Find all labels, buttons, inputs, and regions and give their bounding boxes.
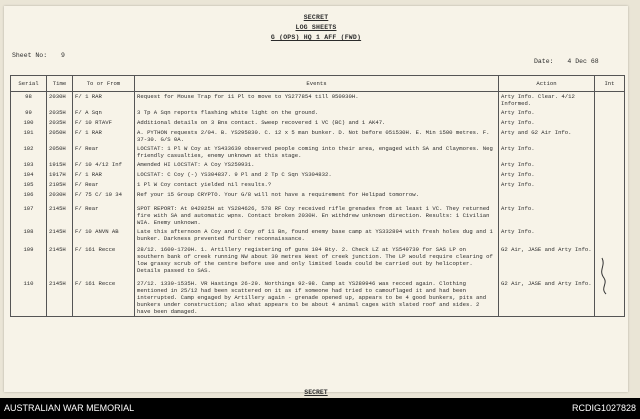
row-time: 2050H <box>47 144 73 160</box>
row-int <box>595 118 625 128</box>
classification-footer: SECRET <box>304 389 328 396</box>
row-action: Arty Info. <box>499 160 595 170</box>
row-events: Additional details on 3 Bns contact. Sweep recovered 1 VC (BC) and 1 AK47. <box>135 118 499 128</box>
row-to-or-from: F/ 10 4/12 Inf <box>73 160 135 170</box>
row-events: A. PYTHON requests 2/04. B. YS295830. C. 12 x 5 man bunker. D. Not before 051530H. E. Min 1500 metres. F. 37-30. G/S 0A. <box>135 128 499 144</box>
row-serial: 110 <box>11 279 47 317</box>
row-int <box>595 190 625 204</box>
log-table <box>10 75 625 317</box>
row-serial: 106 <box>11 190 47 204</box>
row-to-or-from: F/ 161 Recce <box>73 245 135 279</box>
table-row <box>11 118 625 128</box>
table-row <box>11 180 625 190</box>
table-row <box>11 144 625 160</box>
table-row <box>11 227 625 245</box>
log-sheets-title: LOG SHEETS <box>295 24 337 31</box>
row-time: 2145H <box>47 227 73 245</box>
row-serial: 101 <box>11 128 47 144</box>
row-to-or-from: F/ Rear <box>73 180 135 190</box>
archive-footer-bar <box>0 398 640 419</box>
table-row <box>11 279 625 317</box>
row-time: 2145H <box>47 279 73 317</box>
row-events: Late this afternoon A Coy and C Coy of 11 Bn, found enemy base camp at YS332894 with fresh holes dug and 1 bunker. Darkness prevented further reconnaissance. <box>135 227 499 245</box>
row-int <box>595 180 625 190</box>
row-int <box>595 128 625 144</box>
row-action: Arty Info. <box>499 170 595 180</box>
row-events: Amended HI LOCSTAT: A Coy YS259931. <box>135 160 499 170</box>
row-to-or-from: F/ 1 RAR <box>73 92 135 109</box>
row-events: 1 Pl W Coy contact yielded nil results.? <box>135 180 499 190</box>
table-row <box>11 190 625 204</box>
row-time: 2035H <box>47 108 73 118</box>
sheet-date <box>534 58 599 65</box>
row-to-or-from: F/ 10 ANVN AB <box>73 227 135 245</box>
handwritten-mark <box>592 256 618 296</box>
row-action: Arty Info. <box>499 204 595 227</box>
archive-institution: AUSTRALIAN WAR MEMORIAL <box>4 403 135 413</box>
column-header-to-or-from: To or From <box>73 76 135 92</box>
row-int <box>595 160 625 170</box>
row-serial: 105 <box>11 180 47 190</box>
row-time: 1917H <box>47 170 73 180</box>
table-row <box>11 128 625 144</box>
row-serial: 100 <box>11 118 47 128</box>
log-sheet-page <box>4 6 628 396</box>
row-to-or-from: F/ Rear <box>73 144 135 160</box>
row-events: LOCSTAT: C Coy (-) YS304837. 9 Pl and 2 Tp C Sqn YS304832. <box>135 170 499 180</box>
row-time: 2050H <box>47 128 73 144</box>
row-events: 3 Tp A Sqn reports flashing white light on the ground. <box>135 108 499 118</box>
row-serial: 99 <box>11 108 47 118</box>
row-int <box>595 144 625 160</box>
row-action: G2 Air, JASE and Arty Info. <box>499 245 595 279</box>
table-row <box>11 170 625 180</box>
column-header-time: Time <box>47 76 73 92</box>
row-action: Arty and G2 Air Info. <box>499 128 595 144</box>
row-int <box>595 108 625 118</box>
row-events: LOCSTAT: 1 Pl W Coy at YS433639 observed people coming into their area, engaged with SA and Claymores. Neg friendly casualties, enemy unknown at this stage. <box>135 144 499 160</box>
row-action: Arty Info. <box>499 144 595 160</box>
row-to-or-from: F/ 161 Recce <box>73 279 135 317</box>
row-int <box>595 227 625 245</box>
column-header-action: Action <box>499 76 595 92</box>
row-to-or-from: F/ 10 RTAVF <box>73 118 135 128</box>
classification-header: SECRET <box>303 14 329 21</box>
row-to-or-from: F/ A Sqn <box>73 108 135 118</box>
row-events: 27/12. 1330-1535H. VR Hastings 26-29. Northings 92-98. Camp at YS289946 was recced again. Clothing mentioned in 25/12 had been scattered on it as if someone had tried to camouflaged it and had been interrupted. Camp engaged by Artillery again - grenade opened up, appears to be 4 good bunkers, pits and bunkers under construction; also what appears to be about 4 animal cages with slated roof and sides. 2 have been damaged. <box>135 279 499 317</box>
date-label: Date: <box>534 58 554 65</box>
row-time: 2145H <box>47 245 73 279</box>
row-time: 2105H <box>47 180 73 190</box>
row-action: Arty Info. Clear. 4/12 Informed. <box>499 92 595 109</box>
row-serial: 98 <box>11 92 47 109</box>
row-int <box>595 170 625 180</box>
row-to-or-from: F/ 1 RAR <box>73 170 135 180</box>
row-time: 2145H <box>47 204 73 227</box>
row-action <box>499 190 595 204</box>
column-header-events: Events <box>135 76 499 92</box>
column-header-int: Int <box>595 76 625 92</box>
row-serial: 103 <box>11 160 47 170</box>
row-action: G2 Air, JASE and Arty Info. <box>499 279 595 317</box>
row-time: 2035H <box>47 118 73 128</box>
unit-title: G (OPS) HQ 1 AFF (FWD) <box>270 34 362 41</box>
row-action: Arty Info. <box>499 227 595 245</box>
sheet-number <box>12 52 65 59</box>
date-value: 4 Dec 68 <box>567 58 599 65</box>
row-events: 28/12. 1600-1720H. 1. Artillery registering of guns 104 Bty. 2. Check LZ at YS549739 for SAS LP on southern bank of creek running NW about 30 metres West of creek junction. The LP would require clearing of low grassy scrub of the centre before use and only limited loads could be carried out by helicopter. Details passed to SAS. <box>135 245 499 279</box>
table-row <box>11 245 625 279</box>
table-header-row <box>11 76 625 92</box>
row-to-or-from: F/ 1 RAR <box>73 128 135 144</box>
table-row <box>11 108 625 118</box>
table-row <box>11 160 625 170</box>
row-int <box>595 92 625 109</box>
column-header-serial: Serial <box>11 76 47 92</box>
row-time: 1915H <box>47 160 73 170</box>
row-serial: 109 <box>11 245 47 279</box>
row-action: Arty Info. <box>499 118 595 128</box>
row-to-or-from: F/ Rear <box>73 204 135 227</box>
archive-reference: RCDIG1027828 <box>571 403 636 413</box>
row-time: 2030H <box>47 190 73 204</box>
sheet-value: 9 <box>61 52 65 59</box>
row-int <box>595 204 625 227</box>
row-serial: 108 <box>11 227 47 245</box>
table-row <box>11 204 625 227</box>
row-action: Arty Info. <box>499 108 595 118</box>
row-events: Ref your 15 Group CRYPTO. Your G/8 will not have a requirement for Helipad tomorrow. <box>135 190 499 204</box>
row-time: 2030H <box>47 92 73 109</box>
row-serial: 107 <box>11 204 47 227</box>
row-serial: 104 <box>11 170 47 180</box>
row-events: Request for Mouse Trap for 11 Pl to move to YS277854 till 050930H. <box>135 92 499 109</box>
table-row <box>11 92 625 109</box>
row-events: SPOT REPORT: At 042025H at YS284626, 578 RF Coy received rifle grenades from at least 1 VC. They returned fire with SA and automatic wpns. Contact broken 2030H. En withdrew unknown direction. Results: 1 Civilian WIA. Enemy unknown. <box>135 204 499 227</box>
row-to-or-from: F/ 75 C/ 10 34 <box>73 190 135 204</box>
row-action: Arty Info. <box>499 180 595 190</box>
sheet-label: Sheet No: <box>12 52 48 59</box>
row-serial: 102 <box>11 144 47 160</box>
